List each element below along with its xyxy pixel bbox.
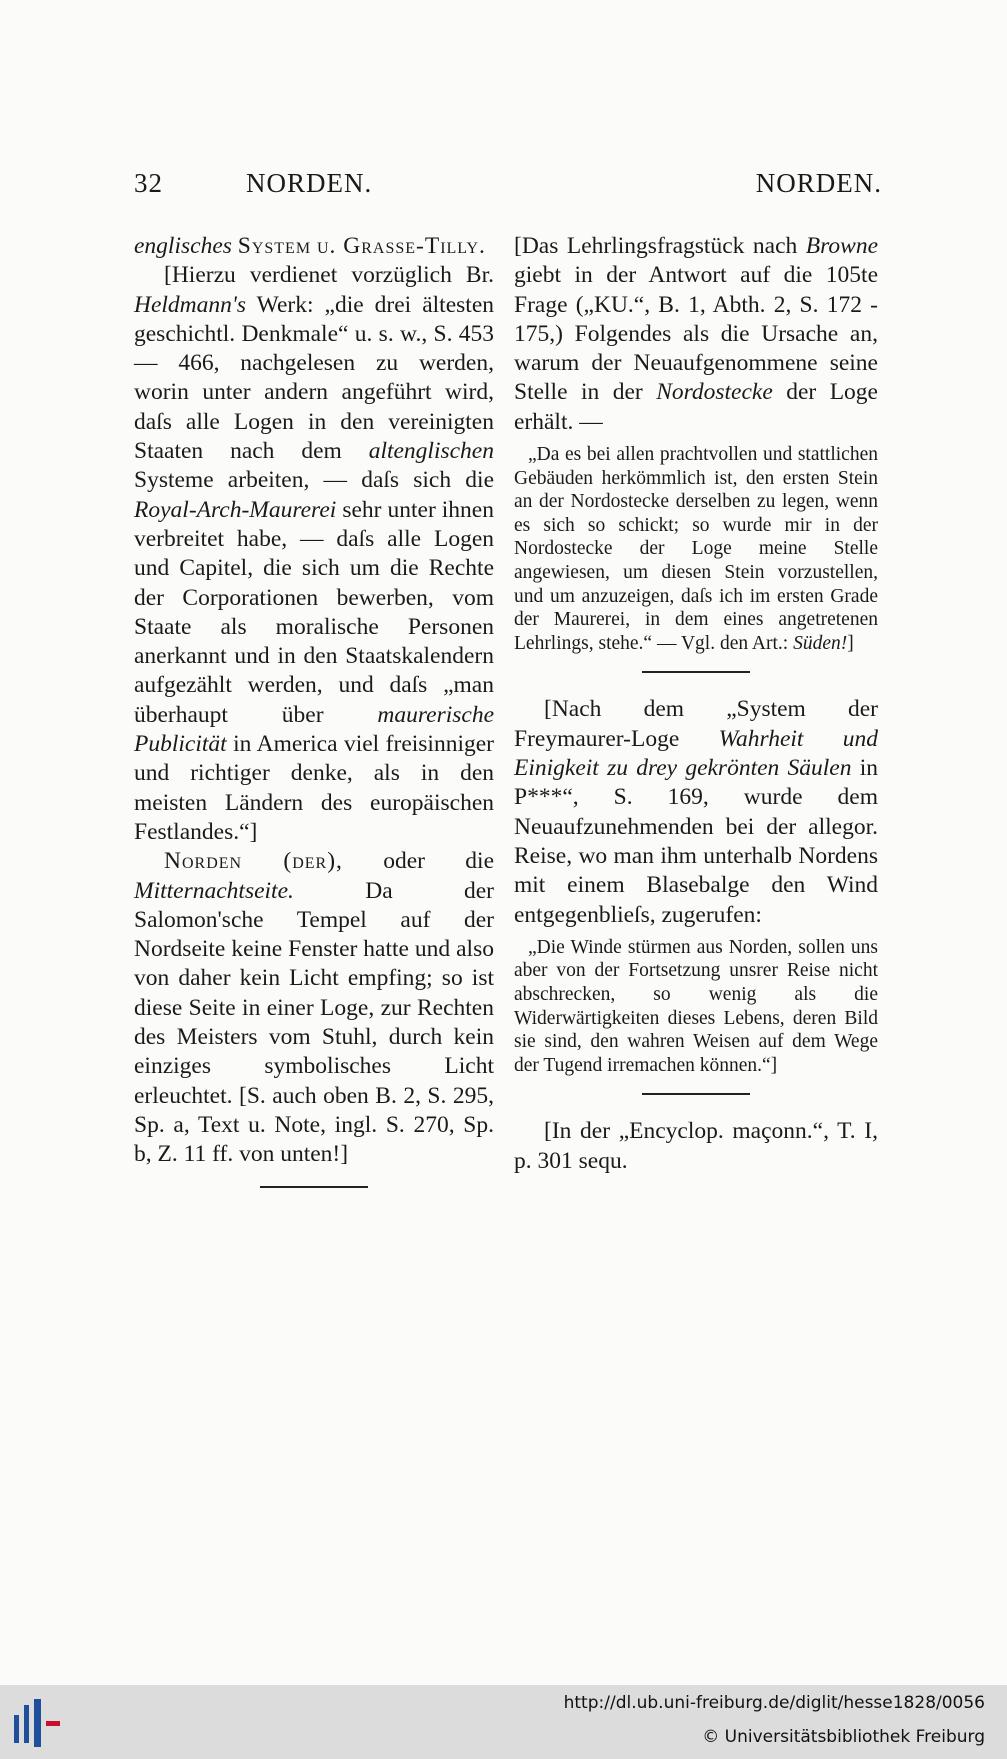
text-run: in P***“, S. 169, wurde dem Neuaufzunehmenden bei der allegor. Reise, wo man ihm unterhalb Nordens mit einem Blasebalge den Wind entgegenblieſs, zugerufen: [514,755,878,928]
running-header [130,168,882,208]
bracket-note-encyclop: [In der „Encyclop. maçonn.“, T. I, p. 301 sequ. [514,1118,878,1174]
italic-text: Royal-Arch-Maurerei [134,496,337,523]
italic-text: maurerische Publicität [134,701,494,758]
left-column [134,232,494,1210]
smallcaps-text: u. Grasse-Tilly. [316,233,486,259]
section-divider [642,671,750,673]
text-run: Da der Salomon'sche Tempel auf der Nordseite keine Fenster hatte und also von daher kein Licht empfing; so ist diese Seite in einer Loge, zur Rechten des Meisters vom Stuhl, durch kein einziges symbolisches Licht erleuchtet. [S. auch oben B. 2, S. 295, Sp. a, Text u. Note, ingl. S. 270, Sp. b, Z. 11 ff. von unten!] [134,877,494,1168]
entry-continuation [134,232,494,261]
text-run: Systeme arbeiten, — daſs sich die [134,467,494,494]
bracket-note-browne [514,232,878,437]
header-title-left: NORDEN. [246,168,373,198]
text-run: sehr unter ihnen verbreitet habe, — daſs alle Logen und Capitel, die sich um die Rechte der Corporationen bewerben, vom Staate als moralische Personen anerkannt und in den Staatskalendern aufgezählt werden, und daſs „man überhaupt über [134,496,494,728]
bracket-note-heldmann [134,261,494,847]
entry-headword: Norden (der), [164,848,343,875]
bracket-note-system [514,695,878,929]
italic-text: Süden! [793,632,848,654]
text-run: Werk: „die drei ältesten geschichtl. Denkmale“ u. s. w., S. 453 — 466, nachgelesen zu werden, worin unter andern angeführt wird, daſs alle Logen in den vereinigten Staaten nach dem [134,291,494,465]
text-run: [Nach dem „System der Freymaurer-Loge [514,696,878,752]
library-logo-icon [10,1695,64,1751]
italic-text: Browne [805,233,878,259]
smallcaps-text: System [237,233,312,259]
footer-bar [0,1685,1007,1759]
section-divider [260,1186,368,1188]
text-run: [Das Lehrlingsfragstück nach [514,233,806,259]
text-run: in America viel freisinniger und richtiger denke, als in den meisten Ländern des europäischen Festlandes.“] [134,731,494,845]
italic-text: englisches [134,233,232,259]
italic-text: Nordostecke [656,379,773,406]
text-run: giebt in der Antwort auf die 105te Frage („KU.“, B. 1, Abth. 2, S. 172 - 175,) Folgendes als die Ursache an, warum der Neuaufgenommene seine Stelle in der [514,262,878,406]
copyright-text: © Universitätsbibliothek Freiburg [702,1727,985,1747]
text-run: oder die [342,848,495,875]
italic-text: Heldmann's [134,291,247,318]
text-run: ] [847,632,854,654]
italic-text: Wahrheit und Einigkeit zu drey gekrönten Säulen [514,725,878,782]
right-column [514,232,878,1176]
text-run: „Da es bei allen prachtvollen und stattlichen Gebäuden herkömmlich ist, den ersten Stein an der Nordostecke derselben zu legen, wenn es sich so schickt; so wurde mir in der Nordostecke der Loge meine Stelle angewiesen, um diesen Stein vorzustellen, und um anzuzeigen, daſs ich im ersten Grade der Maurerei, in dem eines angetretenen Lehrlings, stehe.“ — Vgl. den Art.: [514,444,878,654]
header-title-right: NORDEN. [755,168,882,198]
italic-text: Mitternachtseite. [134,877,294,904]
entry-norden [134,847,494,1169]
italic-text: altenglischen [368,438,494,465]
permalink-url[interactable]: http://dl.ub.uni-freiburg.de/diglit/hesse1828/0056 [563,1693,985,1713]
quote-winde: „Die Winde stürmen aus Norden, sollen uns aber von der Fortsetzung unsrer Reise nicht abschrecken, so wenig als die Widerwärtigkeiten dieses Lebens, deren Bild sie sind, den wahren Weisen auf dem Wege der Tugend irremachen können.“] [514,936,878,1076]
page-number: 32 [134,168,163,198]
text-run: [Hierzu verdienet vorzüglich Br. [164,262,494,289]
quote-browne [514,443,878,655]
section-divider [642,1093,750,1095]
text-run: der Loge erhält. — [514,379,878,435]
